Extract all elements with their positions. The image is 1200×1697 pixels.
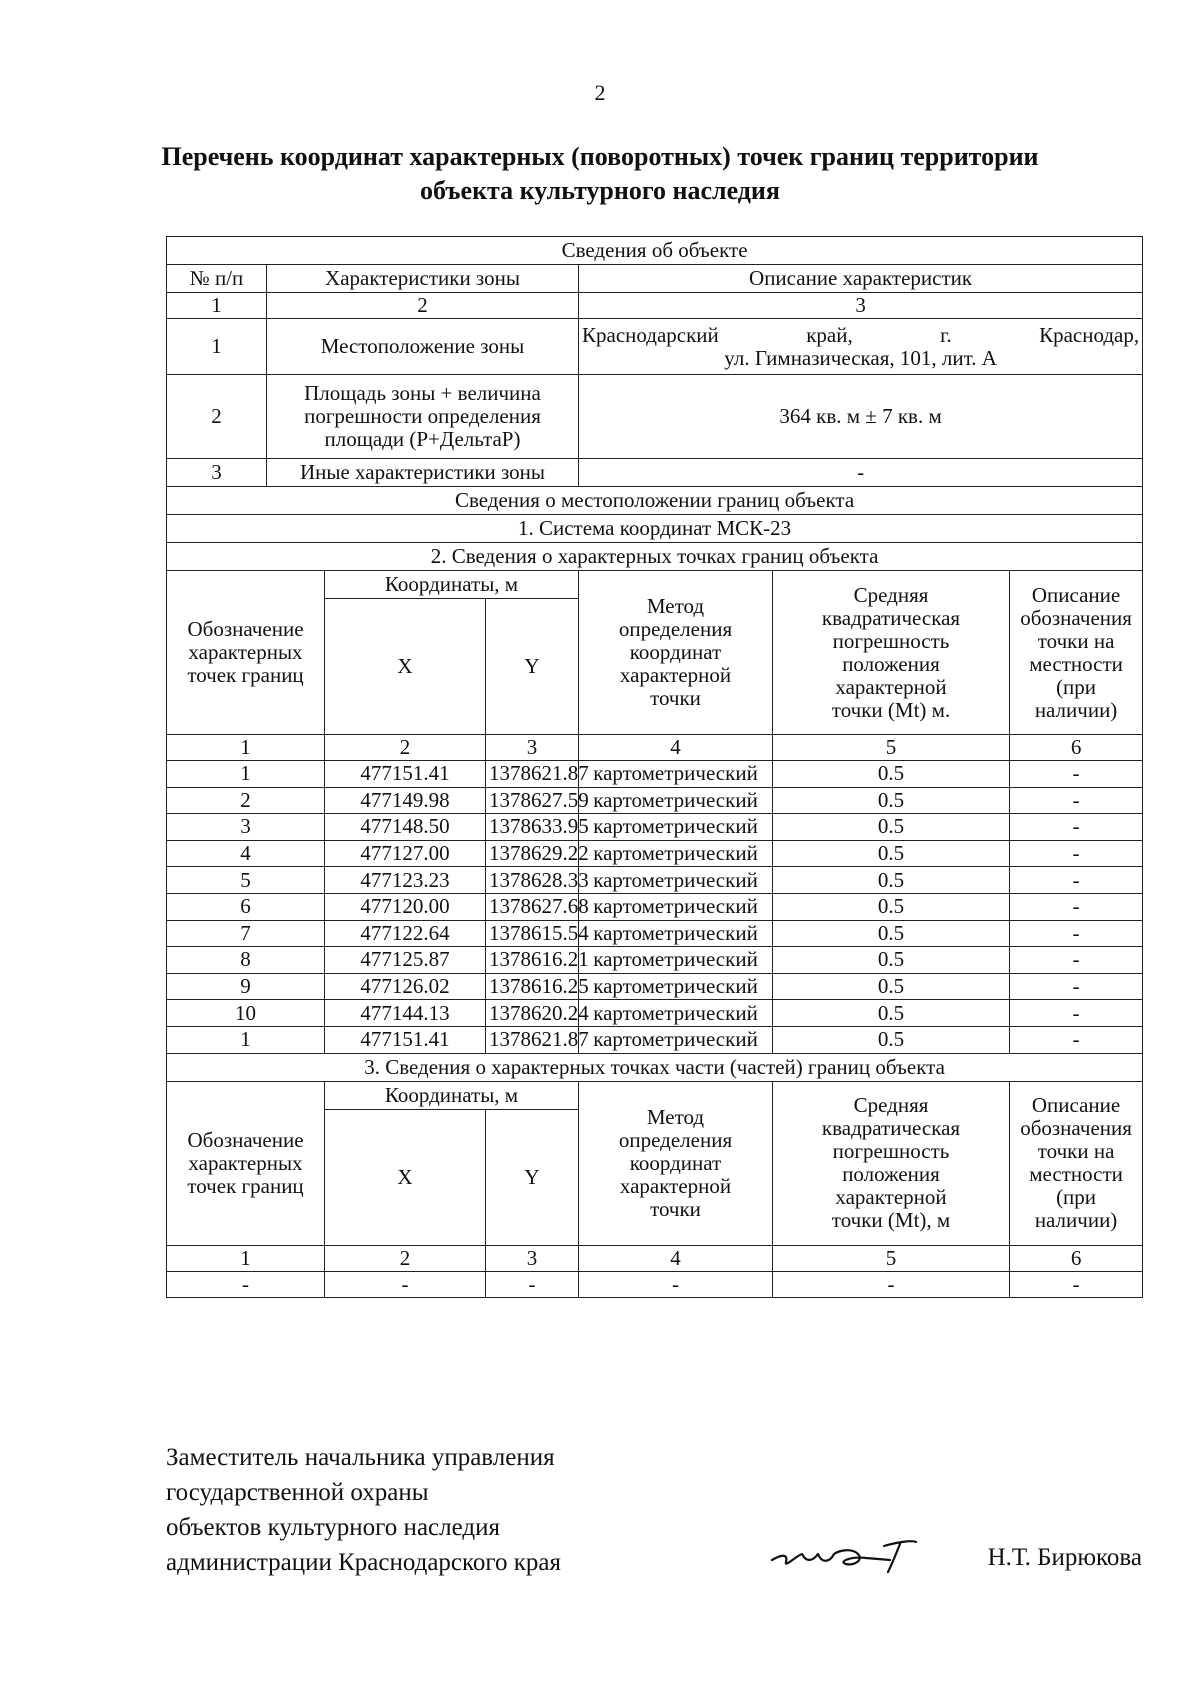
col-index: 1 — [167, 1245, 325, 1271]
note-header: Описание обозначения точки на местности (при наличии) — [1010, 571, 1143, 735]
point-y-cell: 1378627.68 — [486, 893, 579, 920]
coordinates-header: Координаты, м — [325, 1081, 579, 1109]
point-error-cell: - — [773, 1271, 1010, 1298]
point-x-cell: 477151.41 — [325, 1026, 486, 1053]
point-error-cell: 0.5 — [773, 893, 1010, 920]
location-header: Сведения о местоположении границ объекта — [167, 487, 1143, 515]
col-index: 4 — [579, 1245, 773, 1271]
row-num: 2 — [167, 375, 267, 459]
zone-area-label: Площадь зоны + величина погрешности определения площади (Р+ДельтаР) — [267, 375, 579, 459]
signature-block — [166, 1440, 1142, 1600]
point-id-cell: 1 — [167, 761, 325, 788]
col-index: 1 — [167, 293, 267, 319]
point-error-cell: 0.5 — [773, 1026, 1010, 1053]
point-method-cell: картометрический — [579, 761, 773, 788]
col-index: 4 — [579, 735, 773, 761]
point-y-cell: 1378627.59 — [486, 787, 579, 814]
point-method-cell: картометрический — [579, 920, 773, 947]
point-note-cell: - — [1010, 761, 1143, 788]
table-row — [167, 973, 1143, 1000]
point-id-cell: 3 — [167, 814, 325, 841]
col-index: 6 — [1010, 1245, 1143, 1271]
point-note-cell: - — [1010, 867, 1143, 894]
point-note-cell: - — [1010, 893, 1143, 920]
point-note-cell: - — [1010, 920, 1143, 947]
point-error-cell: 0.5 — [773, 867, 1010, 894]
table-row — [167, 947, 1143, 974]
col-index: 5 — [773, 735, 1010, 761]
point-y-cell: 1378633.95 — [486, 814, 579, 841]
point-error-cell: 0.5 — [773, 973, 1010, 1000]
row-num: 3 — [167, 459, 267, 487]
part-points-rows — [167, 1271, 1143, 1298]
y-header: Y — [486, 599, 579, 735]
point-note-cell: - — [1010, 1026, 1143, 1053]
point-note-cell: - — [1010, 1271, 1143, 1298]
point-method-cell: картометрический — [579, 893, 773, 920]
col-index: 1 — [167, 735, 325, 761]
x-header: X — [325, 599, 486, 735]
coordinates-header: Координаты, м — [325, 571, 579, 599]
point-x-cell: 477122.64 — [325, 920, 486, 947]
y-header: Y — [486, 1109, 579, 1245]
address-line-2: ул. Гимназическая, 101, лит. А — [724, 345, 997, 370]
point-error-cell: 0.5 — [773, 947, 1010, 974]
document-title — [150, 140, 1050, 208]
point-y-cell: 1378621.87 — [486, 761, 579, 788]
points-rows — [167, 761, 1143, 1054]
zone-other-value: - — [579, 459, 1143, 487]
table-row — [167, 893, 1143, 920]
col-index: 6 — [1010, 735, 1143, 761]
point-y-cell: 1378629.22 — [486, 840, 579, 867]
point-x-cell: 477120.00 — [325, 893, 486, 920]
zone-location-label: Местоположение зоны — [267, 319, 579, 375]
table-row — [167, 867, 1143, 894]
point-error-cell: 0.5 — [773, 761, 1010, 788]
table-row — [167, 840, 1143, 867]
point-method-cell: картометрический — [579, 840, 773, 867]
point-y-cell: - — [486, 1271, 579, 1298]
point-error-cell: 0.5 — [773, 920, 1010, 947]
point-method-cell: картометрический — [579, 973, 773, 1000]
point-note-cell: - — [1010, 1000, 1143, 1027]
point-x-cell: 477148.50 — [325, 814, 486, 841]
note-header: Описание обозначения точки на местности (при наличии) — [1010, 1081, 1143, 1245]
point-method-cell: - — [579, 1271, 773, 1298]
designation-header: Обозначение характерных точек границ — [167, 1081, 325, 1245]
zone-location-value — [579, 319, 1143, 375]
point-error-cell: 0.5 — [773, 814, 1010, 841]
point-method-cell: картометрический — [579, 867, 773, 894]
error-header: Средняя квадратическая погрешность положения характерной точки (Mt), м — [773, 1081, 1010, 1245]
zone-other-label: Иные характеристики зоны — [267, 459, 579, 487]
point-method-cell: картометрический — [579, 814, 773, 841]
point-x-cell: 477123.23 — [325, 867, 486, 894]
point-x-cell: - — [325, 1271, 486, 1298]
point-note-cell: - — [1010, 947, 1143, 974]
col-index: 3 — [579, 293, 1143, 319]
title-line-2: объекта культурного наследия — [420, 176, 780, 205]
col-index: 2 — [325, 735, 486, 761]
object-info-header: Сведения об объекте — [167, 237, 1143, 265]
x-header: X — [325, 1109, 486, 1245]
error-header: Средняя квадратическая погрешность положения характерной точки (Mt) м. — [773, 571, 1010, 735]
col-header-description: Описание характеристик — [579, 265, 1143, 293]
object-info-row — [167, 319, 1143, 375]
point-x-cell: 477149.98 — [325, 787, 486, 814]
point-x-cell: 477125.87 — [325, 947, 486, 974]
point-x-cell: 477144.13 — [325, 1000, 486, 1027]
table-row — [167, 1000, 1143, 1027]
point-id-cell: 8 — [167, 947, 325, 974]
handwritten-signature — [766, 1532, 926, 1580]
table-row — [167, 920, 1143, 947]
signer-title: Заместитель начальника управления государственной охраны объектов культурного наследия администрации Краснодарского края — [166, 1444, 562, 1576]
section-3-title: 3. Сведения о характерных точках части (частей) границ объекта — [167, 1053, 1143, 1081]
point-note-cell: - — [1010, 973, 1143, 1000]
point-error-cell: 0.5 — [773, 1000, 1010, 1027]
coordinate-system: 1. Система координат МСК-23 — [167, 515, 1143, 543]
table-row — [167, 814, 1143, 841]
col-header-num: № п/п — [167, 265, 267, 293]
point-id-cell: 10 — [167, 1000, 325, 1027]
page-number: 2 — [594, 80, 606, 105]
point-method-cell: картометрический — [579, 1026, 773, 1053]
method-header: Метод определения координат характерной точки — [579, 1081, 773, 1245]
col-index: 2 — [325, 1245, 486, 1271]
point-y-cell: 1378616.21 — [486, 947, 579, 974]
point-note-cell: - — [1010, 787, 1143, 814]
point-id-cell: - — [167, 1271, 325, 1298]
coordinates-table — [166, 236, 1143, 1298]
zone-area-value: 364 кв. м ± 7 кв. м — [579, 375, 1143, 459]
point-y-cell: 1378615.54 — [486, 920, 579, 947]
point-y-cell: 1378621.87 — [486, 1026, 579, 1053]
col-index: 2 — [267, 293, 579, 319]
address-line-1: Краснодарский край, г. Краснодар, — [582, 322, 1140, 347]
designation-header: Обозначение характерных точек границ — [167, 571, 325, 735]
point-x-cell: 477151.41 — [325, 761, 486, 788]
point-error-cell: 0.5 — [773, 840, 1010, 867]
point-method-cell: картометрический — [579, 787, 773, 814]
point-x-cell: 477126.02 — [325, 973, 486, 1000]
point-id-cell: 5 — [167, 867, 325, 894]
row-num: 1 — [167, 319, 267, 375]
point-note-cell: - — [1010, 840, 1143, 867]
object-info-row — [167, 459, 1143, 487]
point-id-cell: 4 — [167, 840, 325, 867]
table-row — [167, 1026, 1143, 1053]
table-row — [167, 787, 1143, 814]
col-index: 3 — [486, 735, 579, 761]
point-error-cell: 0.5 — [773, 787, 1010, 814]
point-id-cell: 9 — [167, 973, 325, 1000]
col-index: 5 — [773, 1245, 1010, 1271]
point-id-cell: 7 — [167, 920, 325, 947]
point-y-cell: 1378616.25 — [486, 973, 579, 1000]
point-id-cell: 6 — [167, 893, 325, 920]
signer-name: Н.Т. Бирюкова — [987, 1544, 1142, 1571]
object-info-row — [167, 375, 1143, 459]
table-row — [167, 1271, 1143, 1298]
section-2-title: 2. Сведения о характерных точках границ объекта — [167, 543, 1143, 571]
point-id-cell: 2 — [167, 787, 325, 814]
table-row — [167, 761, 1143, 788]
point-method-cell: картометрический — [579, 1000, 773, 1027]
method-header: Метод определения координат характерной точки — [579, 571, 773, 735]
point-x-cell: 477127.00 — [325, 840, 486, 867]
col-header-characteristics: Характеристики зоны — [267, 265, 579, 293]
point-method-cell: картометрический — [579, 947, 773, 974]
point-id-cell: 1 — [167, 1026, 325, 1053]
point-y-cell: 1378628.33 — [486, 867, 579, 894]
title-line-1: Перечень координат характерных (поворотных) точек границ территории — [161, 142, 1039, 171]
point-y-cell: 1378620.24 — [486, 1000, 579, 1027]
point-note-cell: - — [1010, 814, 1143, 841]
col-index: 3 — [486, 1245, 579, 1271]
